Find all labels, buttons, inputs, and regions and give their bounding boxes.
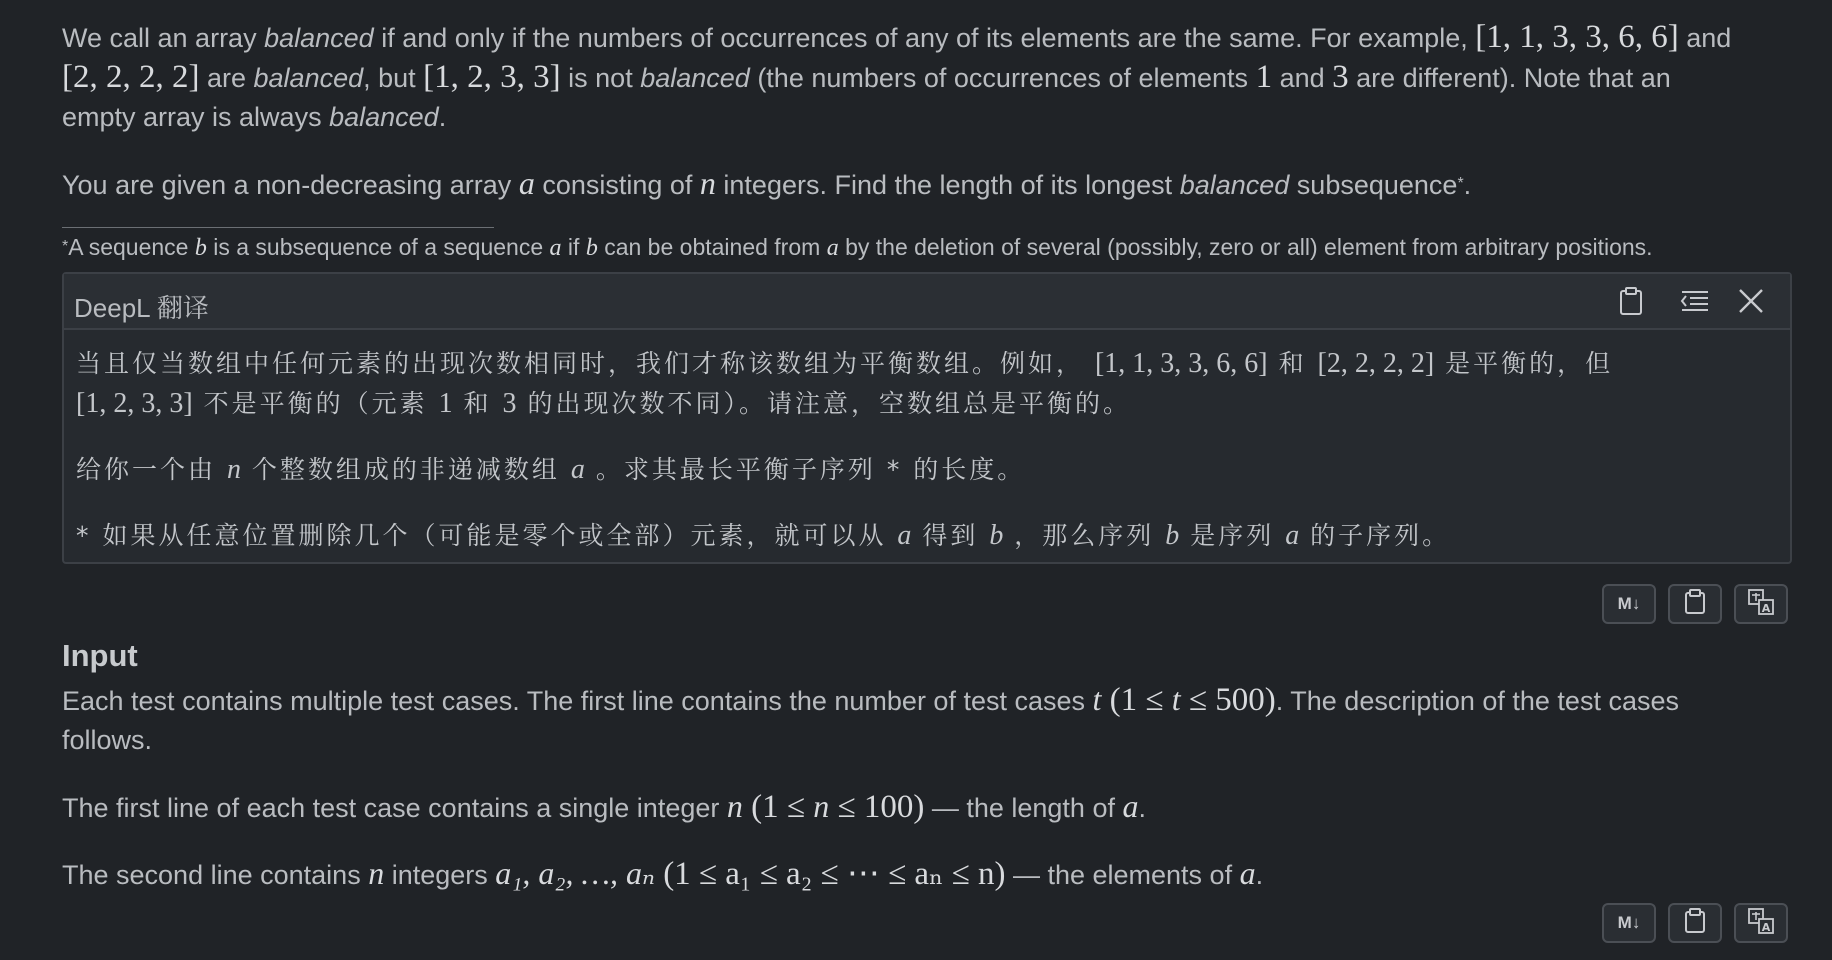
translate-icon xyxy=(1747,907,1775,940)
clipboard-icon[interactable] xyxy=(1614,284,1648,318)
markdown-copy-button[interactable]: M↓ xyxy=(1602,903,1656,943)
deepl-translation-text xyxy=(64,330,1790,556)
footnote: *A sequence b is a subsequence of a sequence a if b can be obtained from a by the deletion of several (possibly, zero or all) element from arbitrary positions. xyxy=(62,234,1653,261)
statement-paragraph-2: You are given a non-decreasing array a consisting of n integers. Find the length of its longest balanced subsequence*. xyxy=(62,165,1472,201)
svg-text:A: A xyxy=(1761,920,1771,934)
example-array-3: [1, 2, 3, 3] xyxy=(423,59,561,95)
footnote-divider xyxy=(62,227,494,228)
input-paragraph-2: The first line of each test case contains a single integer n (1 ≤ n ≤ 100) — the length of a. xyxy=(62,788,1146,825)
input-toolbar xyxy=(1602,903,1788,943)
example-array-2: [2, 2, 2, 2] xyxy=(62,59,200,95)
deepl-panel-title: DeepL 翻译 xyxy=(74,293,209,323)
input-paragraph-1: Each test contains multiple test cases. The first line contains the number of test cases t (1 ≤ t ≤ 500). The description of the test cases follows. xyxy=(62,681,1679,755)
clipboard-icon xyxy=(1684,589,1706,620)
close-icon[interactable] xyxy=(1734,284,1768,318)
copy-button[interactable] xyxy=(1668,584,1722,624)
statement-paragraph-1: We call an array balanced if and only if the numbers of occurrences of any of its elements are the same. For example, [1, 1, 3, 3, 6, 6] and [2, 2, 2, 2] are balanced, but [1, 2, 3, 3] is not balanced (the numbers of occurrences of elements 1 and 3 are different). Note that an empty array is always balanced. xyxy=(62,19,1732,132)
translate-icon xyxy=(1747,588,1775,621)
example-array-1: [1, 1, 3, 3, 6, 6] xyxy=(1475,19,1679,55)
statement-toolbar xyxy=(1602,584,1788,624)
deepl-panel-header xyxy=(64,274,1790,330)
translation-paragraph-1: 当且仅当数组中任何元素的出现次数相同时，我们才称该数组为平衡数组。例如， [1, 1, 3, 3, 6, 6] 和 [2, 2, 2, 2] 是平衡的，但 [1, 2, 3, 3] 不是平衡的（元素 1 和 3 的出现次数不同）。请注意，空数组总是平衡的。 xyxy=(76,348,1614,419)
translation-paragraph-2: 给你一个由 n 个整数组成的非递减数组 a 。求其最长平衡子序列 * 的长度。 xyxy=(76,454,1026,485)
format-list-icon[interactable] xyxy=(1678,284,1712,318)
deepl-translation-panel xyxy=(62,272,1792,564)
svg-text:A: A xyxy=(1761,601,1771,615)
clipboard-icon xyxy=(1684,908,1706,939)
copy-button[interactable] xyxy=(1668,903,1722,943)
input-paragraph-3: The second line contains n integers a₁, a₂, …, aₙ (1 ≤ a₁ ≤ a₂ ≤ ⋯ ≤ aₙ ≤ n) — the elements of a. xyxy=(62,855,1264,892)
markdown-copy-button[interactable]: M↓ xyxy=(1602,584,1656,624)
translate-button[interactable] xyxy=(1734,584,1788,624)
translate-button[interactable] xyxy=(1734,903,1788,943)
input-heading: Input xyxy=(62,638,138,673)
translation-paragraph-3: * 如果从任意位置删除几个（可能是零个或全部）元素，就可以从 a 得到 b ，那么序列 b 是序列 a 的子序列。 xyxy=(76,520,1451,551)
